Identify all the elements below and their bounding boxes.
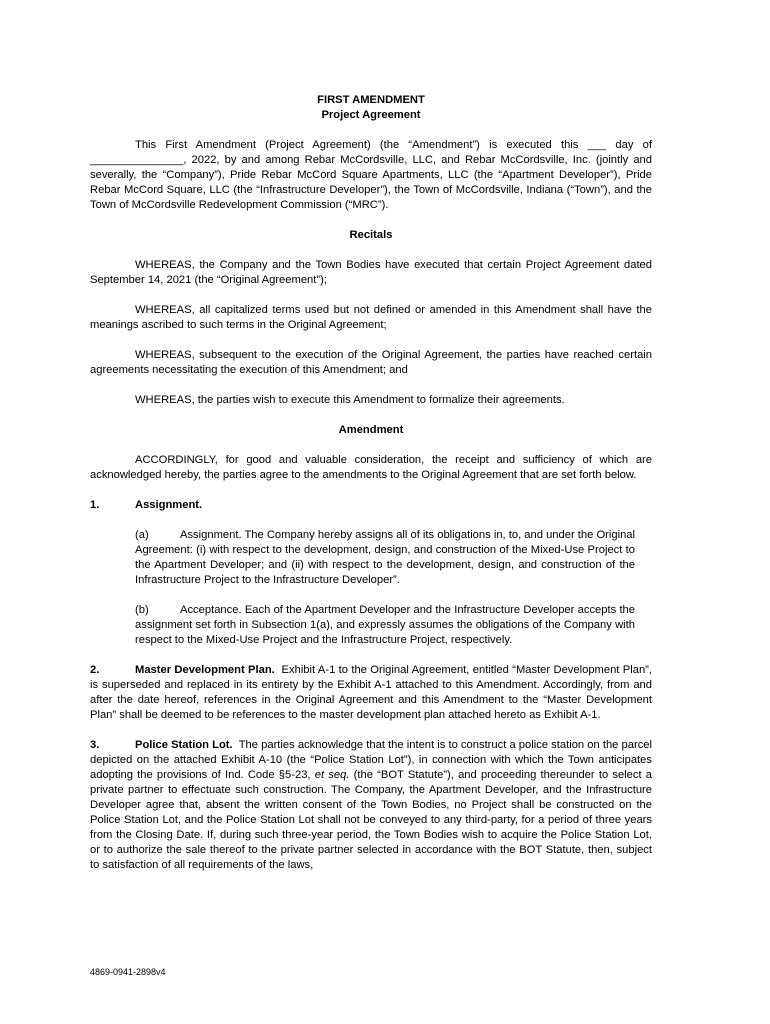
amendment-intro: ACCORDINGLY, for good and valuable consideration, the receipt and sufficiency of which are acknowledged hereby, the parties agree to the amendments to the Original Agreement that are set forth below. xyxy=(90,454,652,481)
section-1a xyxy=(135,528,635,588)
recital-2: WHEREAS, all capitalized terms used but not defined or amended in this Amendment shall have the meanings ascribed to such terms in the Original Agreement; xyxy=(90,304,652,331)
section-1b-text: Acceptance. Each of the Apartment Developer and the Infrastructure Developer accepts the assignment set forth in Subsection 1(a), and expressly assumes the obligations of the Company with respect to the Mixed-Use Project and the Infrastructure Project, respectively. xyxy=(135,604,635,646)
intro-paragraph xyxy=(90,138,652,213)
section-3-text-2: (the “BOT Statute”), and proceeding thereunder to select a private partner to effectuate such construction. The Company, the Apartment Developer, and the Infrastructure Developer agree that, absent the written consent of the Town Bodies, no Project shall be constructed on the Police Station Lot, and the Police Station Lot shall not be conveyed to any third-party, for a period of three years from the Closing Date. If, during such three-year period, the Town Bodies wish to acquire the Police Station Lot, or to authorize the sale thereof to the private partner selected in accordance with the BOT Statute, then, subject to satisfaction of all requirements of the laws, xyxy=(90,769,653,871)
section-1a-text: Assignment. The Company hereby assigns all of its obligations in, to, and under the Original Agreement: (i) with respect to the development, design, and construction of the Mixed-Use Project to the Apartment Developer; and (ii) with respect to the development, design, and construction of the Infrastructure Project to the Infrastructure Developer”. xyxy=(135,529,636,586)
section-1-title: Assignment. xyxy=(135,499,203,511)
section-3-et-seq: et seq. xyxy=(314,769,350,781)
section-3-title: Police Station Lot. xyxy=(135,739,233,751)
recital-1: WHEREAS, the Company and the Town Bodies have executed that certain Project Agreement dated September 14, 2021 (the “Original Agreement”); xyxy=(90,259,652,286)
amendment-heading: Amendment xyxy=(338,424,404,436)
document-title: FIRST AMENDMENT xyxy=(317,94,425,106)
section-2-title: Master Development Plan. xyxy=(135,664,275,676)
section-2 xyxy=(90,663,652,723)
section-1b-label: (b) xyxy=(135,604,149,616)
recital-4: WHEREAS, the parties wish to execute this Amendment to formalize their agreements. xyxy=(135,394,565,406)
section-2-text: Exhibit A-1 to the Original Agreement, entitled “Master Development Plan”, is superseded and replaced in its entirety by the Exhibit A-1 attached to this Amendment. Accordingly, from and after the date hereof, references in the Original Agreement and this Amendment to the “Master Development Plan” shall be deemed to be references to the master development plan attached hereto as Exhibit A-1. xyxy=(90,664,653,721)
document-subtitle: Project Agreement xyxy=(321,109,421,121)
recitals-heading: Recitals xyxy=(349,229,393,241)
section-1-number: 1. xyxy=(90,499,100,511)
section-3-text-1: The parties acknowledge that the intent is to construct a police station on the parcel depicted on the attached Exhibit A-10 (the “Police Station Lot”), in connection with which the Town anticipates adopting the provisions of Ind. Code §5-23, xyxy=(90,739,652,781)
section-3-number: 3. xyxy=(90,739,100,751)
document-body xyxy=(90,93,652,873)
section-3 xyxy=(90,738,652,873)
intro-part1: This First Amendment (Project Agreement) (the “Amendment”) is executed this ___ day of xyxy=(135,139,652,151)
recital-3: WHEREAS, subsequent to the execution of the Original Agreement, the parties have reached certain agreements necessitating the execution of this Amendment; and xyxy=(90,349,652,376)
section-1-heading xyxy=(90,498,652,513)
section-2-number: 2. xyxy=(90,664,100,676)
section-1a-label: (a) xyxy=(135,529,149,541)
footer-doc-id: 4869-0941-2898v4 xyxy=(90,967,166,977)
intro-part2: _______________, 2022, by and among Rebar McCordsville, LLC, and Rebar McCordsville, Inc. (jointly and severally, the “Company”), Pride Rebar McCord Square Apartments, LLC (the “Apartment Developer”), Pride Rebar McCord Square, LLC (the “Infrastructure Developer”), the Town of McCordsville, Indiana (“Town”), and the Town of McCordsville Redevelopment Commission (“MRC”). xyxy=(90,154,652,211)
section-1b xyxy=(135,603,635,648)
